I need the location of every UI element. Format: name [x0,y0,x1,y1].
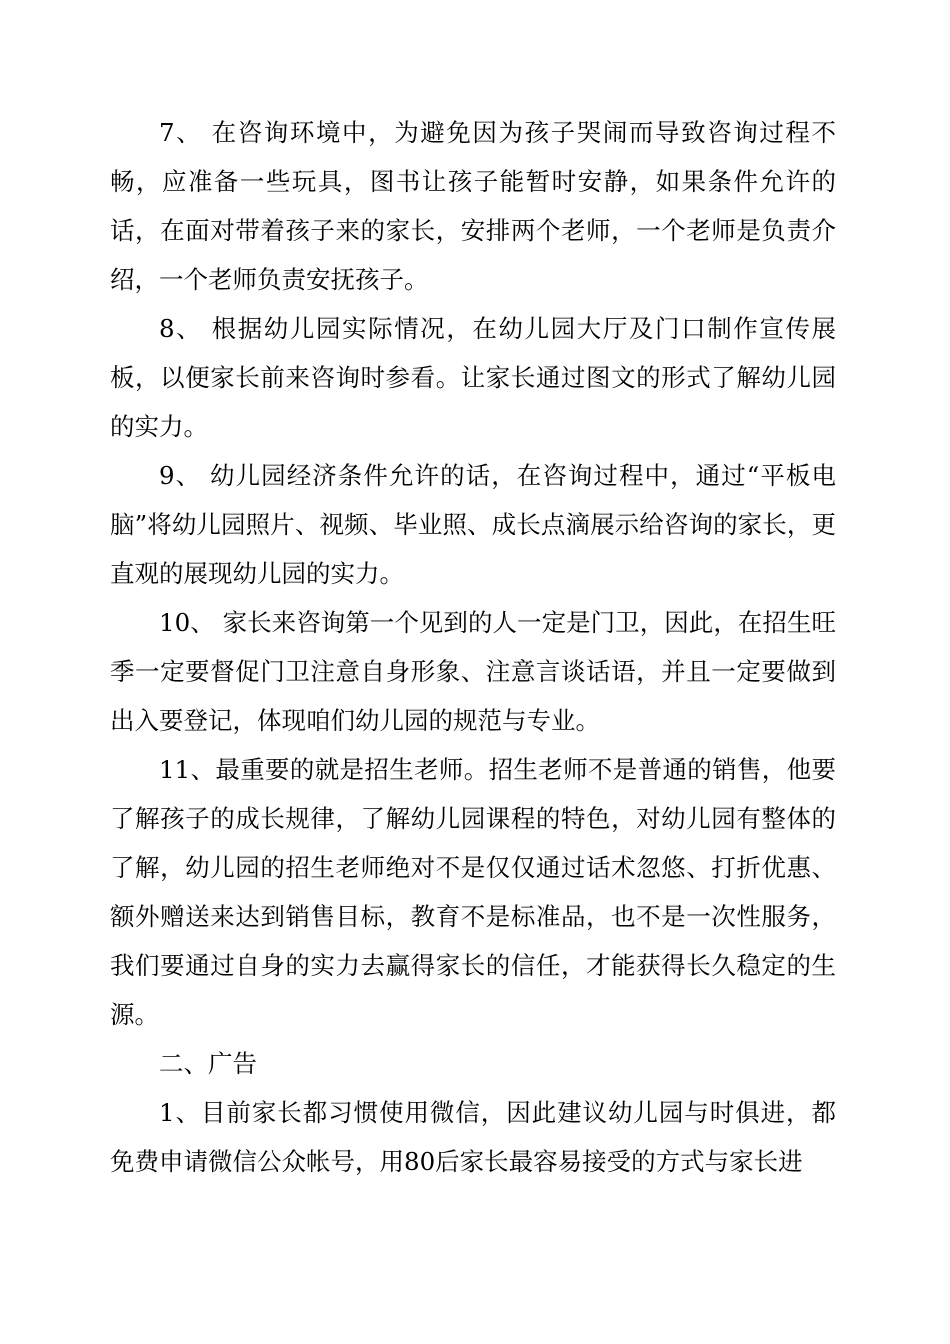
paragraph-7: 7、 在咨询环境中，为避免因为孩子哭闹而导致咨询过程不畅，应准备一些玩具，图书让孩子能暂时安静，如果条件允许的话，在面对带着孩子来的家长，安排两个老师，一个老师是负责介绍，一个老师负责安抚孩子。 [110,118,836,294]
paragraph-10: 10、 家长来咨询第一个见到的人一定是门卫，因此，在招生旺季一定要督促门卫注意自身形象、注意言谈话语，并且一定要做到出入要登记，体现咱们幼儿园的规范与专业。 [110,608,836,735]
paragraph-11: 11、最重要的就是招生老师。招生老师不是普通的销售，他要了解孩子的成长规律，了解幼儿园课程的特色，对幼儿园有整体的了解，幼儿园的招生老师绝对不是仅仅通过话术忽悠、打折优惠、额外赠送来达到销售目标，教育不是标准品，也不是一次性服务，我们要通过自身的实力去赢得家长的信任，才能获得长久稳定的生源。 [110,755,836,1029]
section-heading-advertising: 二、广告 [159,1049,257,1078]
document-body [110,108,836,1186]
paragraph-ad-1: 1、目前家长都习惯使用微信，因此建议幼儿园与时俱进，都免费申请微信公众帐号，用80后家长最容易接受的方式与家长进 [110,1098,836,1176]
paragraph-9: 9、 幼儿园经济条件允许的话，在咨询过程中，通过“平板电脑”将幼儿园照片、视频、毕业照、成长点滴展示给咨询的家长，更直观的展现幼儿园的实力。 [110,461,836,588]
paragraph-8: 8、 根据幼儿园实际情况，在幼儿园大厅及门口制作宣传展板，以便家长前来咨询时参看。让家长通过图文的形式了解幼儿园的实力。 [110,314,836,441]
